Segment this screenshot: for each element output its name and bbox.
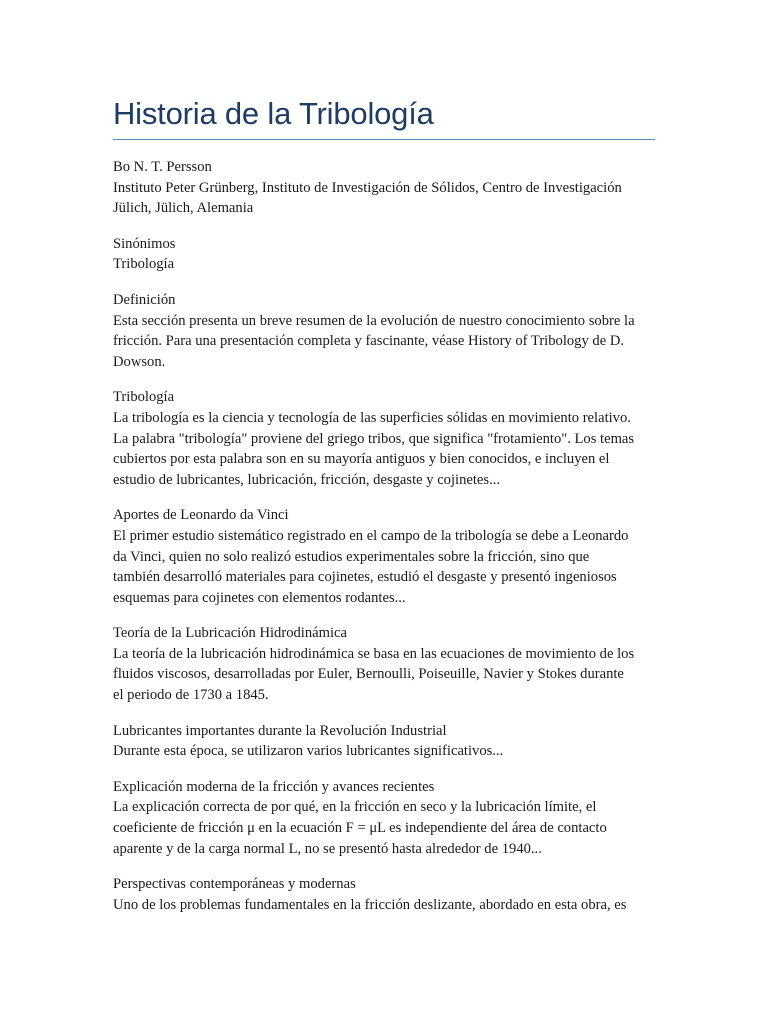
section-text-line: fluidos viscosos, desarrolladas por Euler, Bernoulli, Poiseuille, Navier y Stokes durante xyxy=(113,666,624,683)
section-text-line: fricción. Para una presentación completa y fascinante, véase History of Tribology de D. xyxy=(113,333,625,350)
section-text-line: Esta sección presenta un breve resumen de la evolución de nuestro conocimiento sobre la xyxy=(113,312,635,329)
document-page xyxy=(113,92,655,915)
sections-container xyxy=(113,234,655,916)
author-affiliation-line: Jülich, Jülich, Alemania xyxy=(113,200,254,217)
section-text-line: da Vinci, quien no solo realizó estudios experimentales sobre la fricción, sino que xyxy=(113,548,590,565)
section-text-line: estudio de lubricantes, lubricación, fricción, desgaste y cojinetes... xyxy=(113,471,501,488)
section-text-line: Dowson. xyxy=(113,353,166,370)
section xyxy=(113,721,655,762)
section-text-line: coeficiente de fricción μ en la ecuación F = μL es independiente del área de contacto xyxy=(113,820,607,837)
section-text-line: esquemas para cojinetes con elementos rodantes... xyxy=(113,589,406,606)
section-heading: Aportes de Leonardo da Vinci xyxy=(113,507,289,524)
author-name: Bo N. T. Persson xyxy=(113,159,212,175)
section-heading: Definición xyxy=(113,291,176,308)
section-text-line: Uno de los problemas fundamentales en la fricción deslizante, abordado en esta obra, es xyxy=(113,896,627,913)
section-text-line: La teoría de la lubricación hidrodinámica se basa en las ecuaciones de movimiento de los xyxy=(113,645,635,662)
section-heading: Explicación moderna de la fricción y avances recientes xyxy=(113,778,435,795)
section xyxy=(113,234,655,275)
section-text-line: Durante esta época, se utilizaron varios lubricantes significativos... xyxy=(113,743,504,760)
section-heading: Lubricantes importantes durante la Revolución Industrial xyxy=(113,722,447,739)
section xyxy=(113,290,655,372)
section-text-line: El primer estudio sistemático registrado en el campo de la tribología se debe a Leonardo xyxy=(113,527,629,544)
author-affiliation-line: Instituto Peter Grünberg, Instituto de Investigación de Sólidos, Centro de Investigación xyxy=(113,179,622,196)
section-heading: Teoría de la Lubricación Hidrodinámica xyxy=(113,625,347,642)
section-text-line: La tribología es la ciencia y tecnología de las superficies sólidas en movimiento relativo. xyxy=(113,409,631,426)
author-block xyxy=(113,157,655,219)
section xyxy=(113,777,655,859)
section-heading: Perspectivas contemporáneas y modernas xyxy=(113,876,356,893)
section-heading: Sinónimos xyxy=(113,235,176,252)
section xyxy=(113,874,655,915)
document-title: Historia de la Tribología xyxy=(113,92,655,140)
section-heading: Tribología xyxy=(113,389,175,406)
section-text-line: aparente y de la carga normal L, no se presentó hasta alrededor de 1940... xyxy=(113,840,542,857)
section-text-line: también desarrolló materiales para cojinetes, estudió el desgaste y presentó ingeniosos xyxy=(113,569,617,586)
section-text-line: Tribología xyxy=(113,256,175,273)
section xyxy=(113,387,655,490)
section xyxy=(113,505,655,608)
section-text-line: cubiertos por esta palabra son en su mayoría antiguos y bien conocidos, e incluyen el xyxy=(113,451,610,468)
section xyxy=(113,623,655,705)
section-text-line: La explicación correcta de por qué, en la fricción en seco y la lubricación límite, el xyxy=(113,799,597,816)
section-text-line: La palabra "tribología" proviene del griego tribos, que significa "frotamiento". Los temas xyxy=(113,430,635,447)
section-text-line: el periodo de 1730 a 1845. xyxy=(113,687,269,704)
